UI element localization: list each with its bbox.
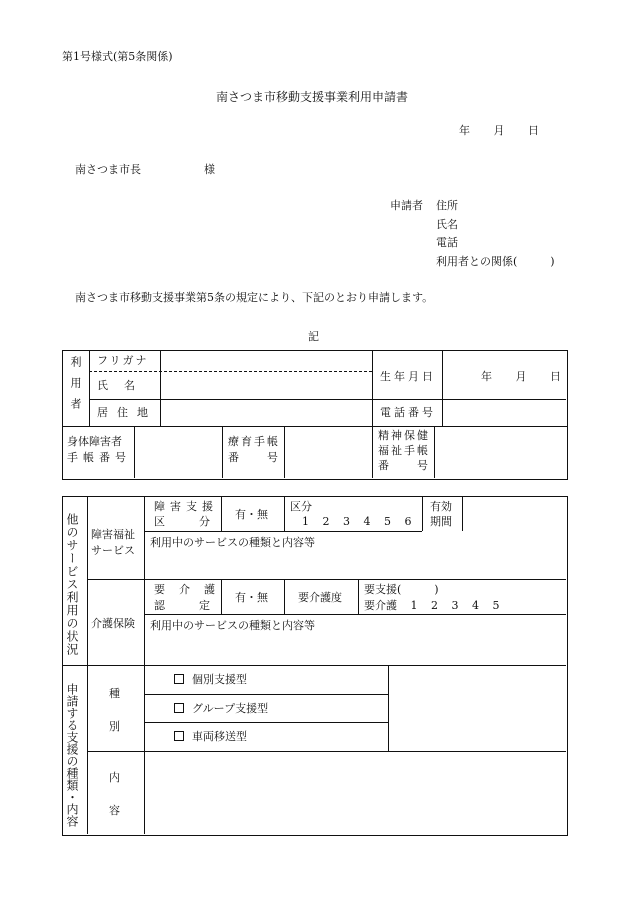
option-group[interactable] [174,703,268,714]
checkbox-icon[interactable] [174,703,184,713]
support-class-label-2: 区分 [154,515,244,528]
welfare-service-label-1: 障害福祉 [91,528,135,541]
applicant-relation-label: 利用者との関係( ) [436,255,555,268]
physical-cert-label-1: 身体障害者 [67,435,122,448]
addressee: 南さつま市長 [75,163,141,176]
applicant-phone-label: 電話 [436,236,458,249]
honorific: 様 [204,163,215,176]
option-label: 個別支援型 [192,673,247,686]
form-number: 第1号様式(第5条関係) [62,50,173,63]
user-side-label: 利用者 [69,356,82,419]
valid-period-label-1: 有効 [430,500,452,513]
request-side-label: 申請する支援の種類・内容 [65,683,79,827]
services-side-label: 他のサービス利用の状況 [65,513,79,656]
kubun-label: 区分 [290,500,312,513]
applicant-address-label: 住所 [436,199,458,212]
phone-label: 電話番号 [380,406,436,419]
option-individual[interactable] [174,674,247,685]
statement: 南さつま市移動支援事業第5条の規定により、下記のとおり申請します。 [75,291,434,304]
applicant-name-label: 氏名 [436,218,458,231]
checkbox-icon[interactable] [174,674,184,684]
support-yes-no: 有・無 [235,508,268,521]
ryoiku-label-1: 療育手帳 [228,435,280,448]
option-label: グループ支援型 [192,702,269,715]
support-class-label-1: 障害支援 [154,500,218,513]
mental-cert-label-3: 番号 [378,459,456,472]
kubun-values: 1 2 3 4 5 6 [302,515,412,528]
care-degree-label: 要介護度 [298,591,342,604]
name-label: 氏名 [97,379,151,392]
welfare-service-label-2: サービス [91,544,135,557]
date-line: 年 月 日 [459,124,539,137]
furigana-label: フリガナ [97,354,149,367]
applicant-label: 申請者 [390,199,423,212]
page-title: 南さつま市移動支援事業利用申請書 [216,90,409,104]
services-table [62,496,568,836]
dob-value: 年 月 日 [481,370,561,383]
care-cert-label-1: 要介護 [154,583,229,596]
ki-label: 記 [308,330,319,343]
care-level: 要介護 1 2 3 4 5 [364,599,500,612]
dob-label: 生年月日 [380,370,436,383]
mental-cert-label-1: 精神保健 [378,429,430,442]
ryoiku-label-2: 番号 [228,451,306,464]
request-type-label-bottom: 別 [109,720,120,733]
request-content-label-bottom: 容 [109,804,120,817]
residence-label: 居住地 [97,406,157,419]
option-label: 車両移送型 [192,730,247,743]
care-yes-no: 有・無 [235,591,268,604]
valid-period-label-2: 期間 [430,515,452,528]
request-type-label-top: 種 [109,687,120,700]
request-content-label-top: 内 [109,771,120,784]
mental-cert-label-2: 福祉手帳 [378,444,430,457]
physical-cert-label-2: 手帳番号 [67,451,131,464]
support-level: 要支援( ) [364,583,439,596]
care-usage-note: 利用中のサービスの種類と内容等 [150,619,315,632]
checkbox-icon[interactable] [174,731,184,741]
option-vehicle[interactable] [174,731,247,742]
care-cert-label-2: 認定 [154,599,244,612]
care-insurance-label: 介護保険 [91,617,135,630]
welfare-usage-note: 利用中のサービスの種類と内容等 [150,536,315,549]
